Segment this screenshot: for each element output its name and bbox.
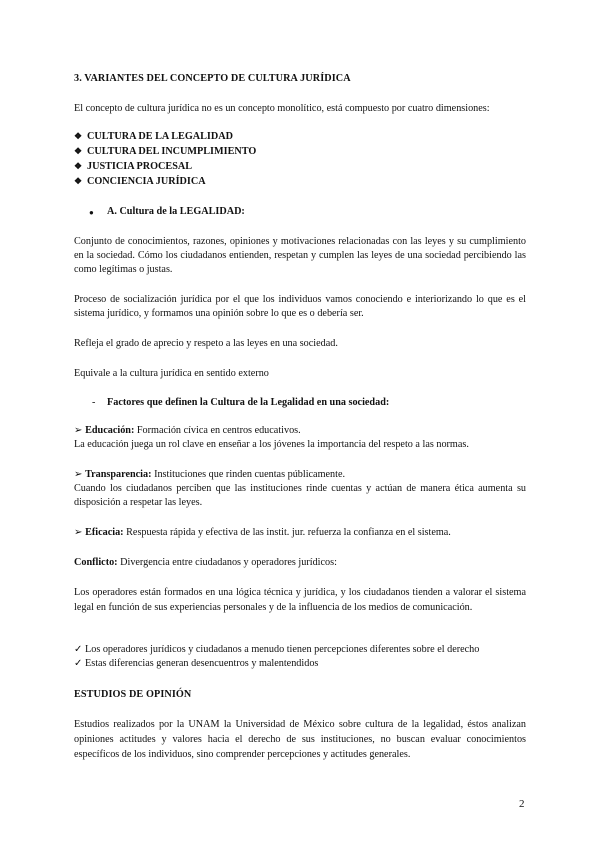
dimensions-list bbox=[74, 129, 526, 189]
factor-transparency bbox=[74, 468, 526, 510]
conflict-paragraph: Los operadores están formados en una lógica técnica y jurídica, y los ciudadanos tienden a valorar el sistema legal en función de sus experiencias personales y de la influencia de los medios de comunicación. bbox=[74, 587, 526, 613]
bullet-dot-icon: ● bbox=[89, 208, 94, 217]
section-title: 3. VARIANTES DEL CONCEPTO DE CULTURA JURÍDICA bbox=[74, 73, 351, 84]
dash-bullet: - bbox=[92, 397, 96, 408]
paragraph-external: Equivale a la cultura jurídica en sentido externo bbox=[74, 368, 269, 379]
factor-text: Formación cívica en centros educativos. bbox=[136, 425, 301, 436]
factor-label: Educación: bbox=[85, 425, 135, 436]
subsection-title: A. Cultura de la LEGALIDAD: bbox=[107, 206, 245, 217]
diamond-bullet-icon: ❖ bbox=[74, 176, 83, 186]
factor-label: Transparencia: bbox=[85, 469, 152, 480]
checkmark-icon: ✓ bbox=[74, 644, 83, 655]
factor-detail: La educación juega un rol clave en enseñar a los jóvenes la importancia del respeto a las normas. bbox=[74, 439, 469, 450]
arrow-bullet-icon: ➢ bbox=[74, 469, 83, 480]
arrow-bullet-icon: ➢ bbox=[74, 527, 83, 538]
list-item: ❖ CULTURA DE LA LEGALIDAD bbox=[74, 131, 233, 142]
intro-paragraph: El concepto de cultura jurídica no es un concepto monolítico, está compuesto por cuatro dimensiones: bbox=[74, 103, 490, 114]
factor-text: Respuesta rápida y efectiva de las instit. jur. refuerza la confianza en el sistema. bbox=[126, 527, 451, 538]
factor-detail: Cuando los ciudadanos perciben que las instituciones rinde cuentas y actúan de manera ética aumenta su disposición a respetar las leyes. bbox=[74, 483, 526, 508]
factor-education bbox=[74, 424, 526, 452]
check-list bbox=[74, 643, 526, 671]
factors-title: Factores que definen la Cultura de la Legalidad en una sociedad: bbox=[107, 397, 390, 408]
conflict-text: Divergencia entre ciudadanos y operadores jurídicos: bbox=[120, 557, 337, 568]
arrow-bullet-icon: ➢ bbox=[74, 425, 83, 436]
list-item: ✓ Los operadores jurídicos y ciudadanos a menudo tienen percepciones diferentes sobre el derecho bbox=[74, 644, 480, 655]
conflict-line bbox=[74, 556, 526, 570]
paragraph-socialization: Proceso de socialización jurídica por el que los individuos vamos conociendo e interiorizando lo que es el sistema jurídico, y formamos una opinión sobre lo que es o debería ser. bbox=[74, 294, 526, 319]
factor-label: Eficacia: bbox=[85, 527, 124, 538]
conflict-label: Conflicto: bbox=[74, 557, 118, 568]
list-item: ❖ CULTURA DEL INCUMPLIMIENTO bbox=[74, 146, 257, 157]
paragraph-respect: Refleja el grado de aprecio y respeto a las leyes en una sociedad. bbox=[74, 338, 338, 349]
checkmark-icon: ✓ bbox=[74, 658, 83, 669]
list-item: ❖ CONCIENCIA JURÍDICA bbox=[74, 176, 206, 187]
studies-paragraph: Estudios realizados por la UNAM la Universidad de México sobre cultura de la legalidad, éstos analizan opiniones actitudes y valores hacia el derecho de sus instituciones, no buscan evaluar conocimientos específicos de los individuos, sino comprender percepciones y actitudes generales. bbox=[74, 719, 526, 760]
factor-efficacy bbox=[74, 526, 526, 540]
studies-title: ESTUDIOS DE OPINIÓN bbox=[74, 689, 192, 700]
list-item: ✓ Estas diferencias generan desencuentros y malentendidos bbox=[74, 658, 319, 669]
list-item: ❖ JUSTICIA PROCESAL bbox=[74, 161, 193, 172]
factor-text: Instituciones que rinden cuentas públicamente. bbox=[154, 469, 346, 480]
paragraph-definition: Conjunto de conocimientos, razones, opiniones y motivaciones relacionadas con las leyes y su cumplimiento en la sociedad. Cómo los ciudadanos entienden, respetan y cumplen las leyes de una sociedad percibiendo las como legítimas o justas. bbox=[74, 236, 526, 275]
diamond-bullet-icon: ❖ bbox=[74, 146, 83, 156]
page-number: 2 bbox=[519, 798, 525, 810]
diamond-bullet-icon: ❖ bbox=[74, 131, 83, 141]
diamond-bullet-icon: ❖ bbox=[74, 161, 83, 171]
